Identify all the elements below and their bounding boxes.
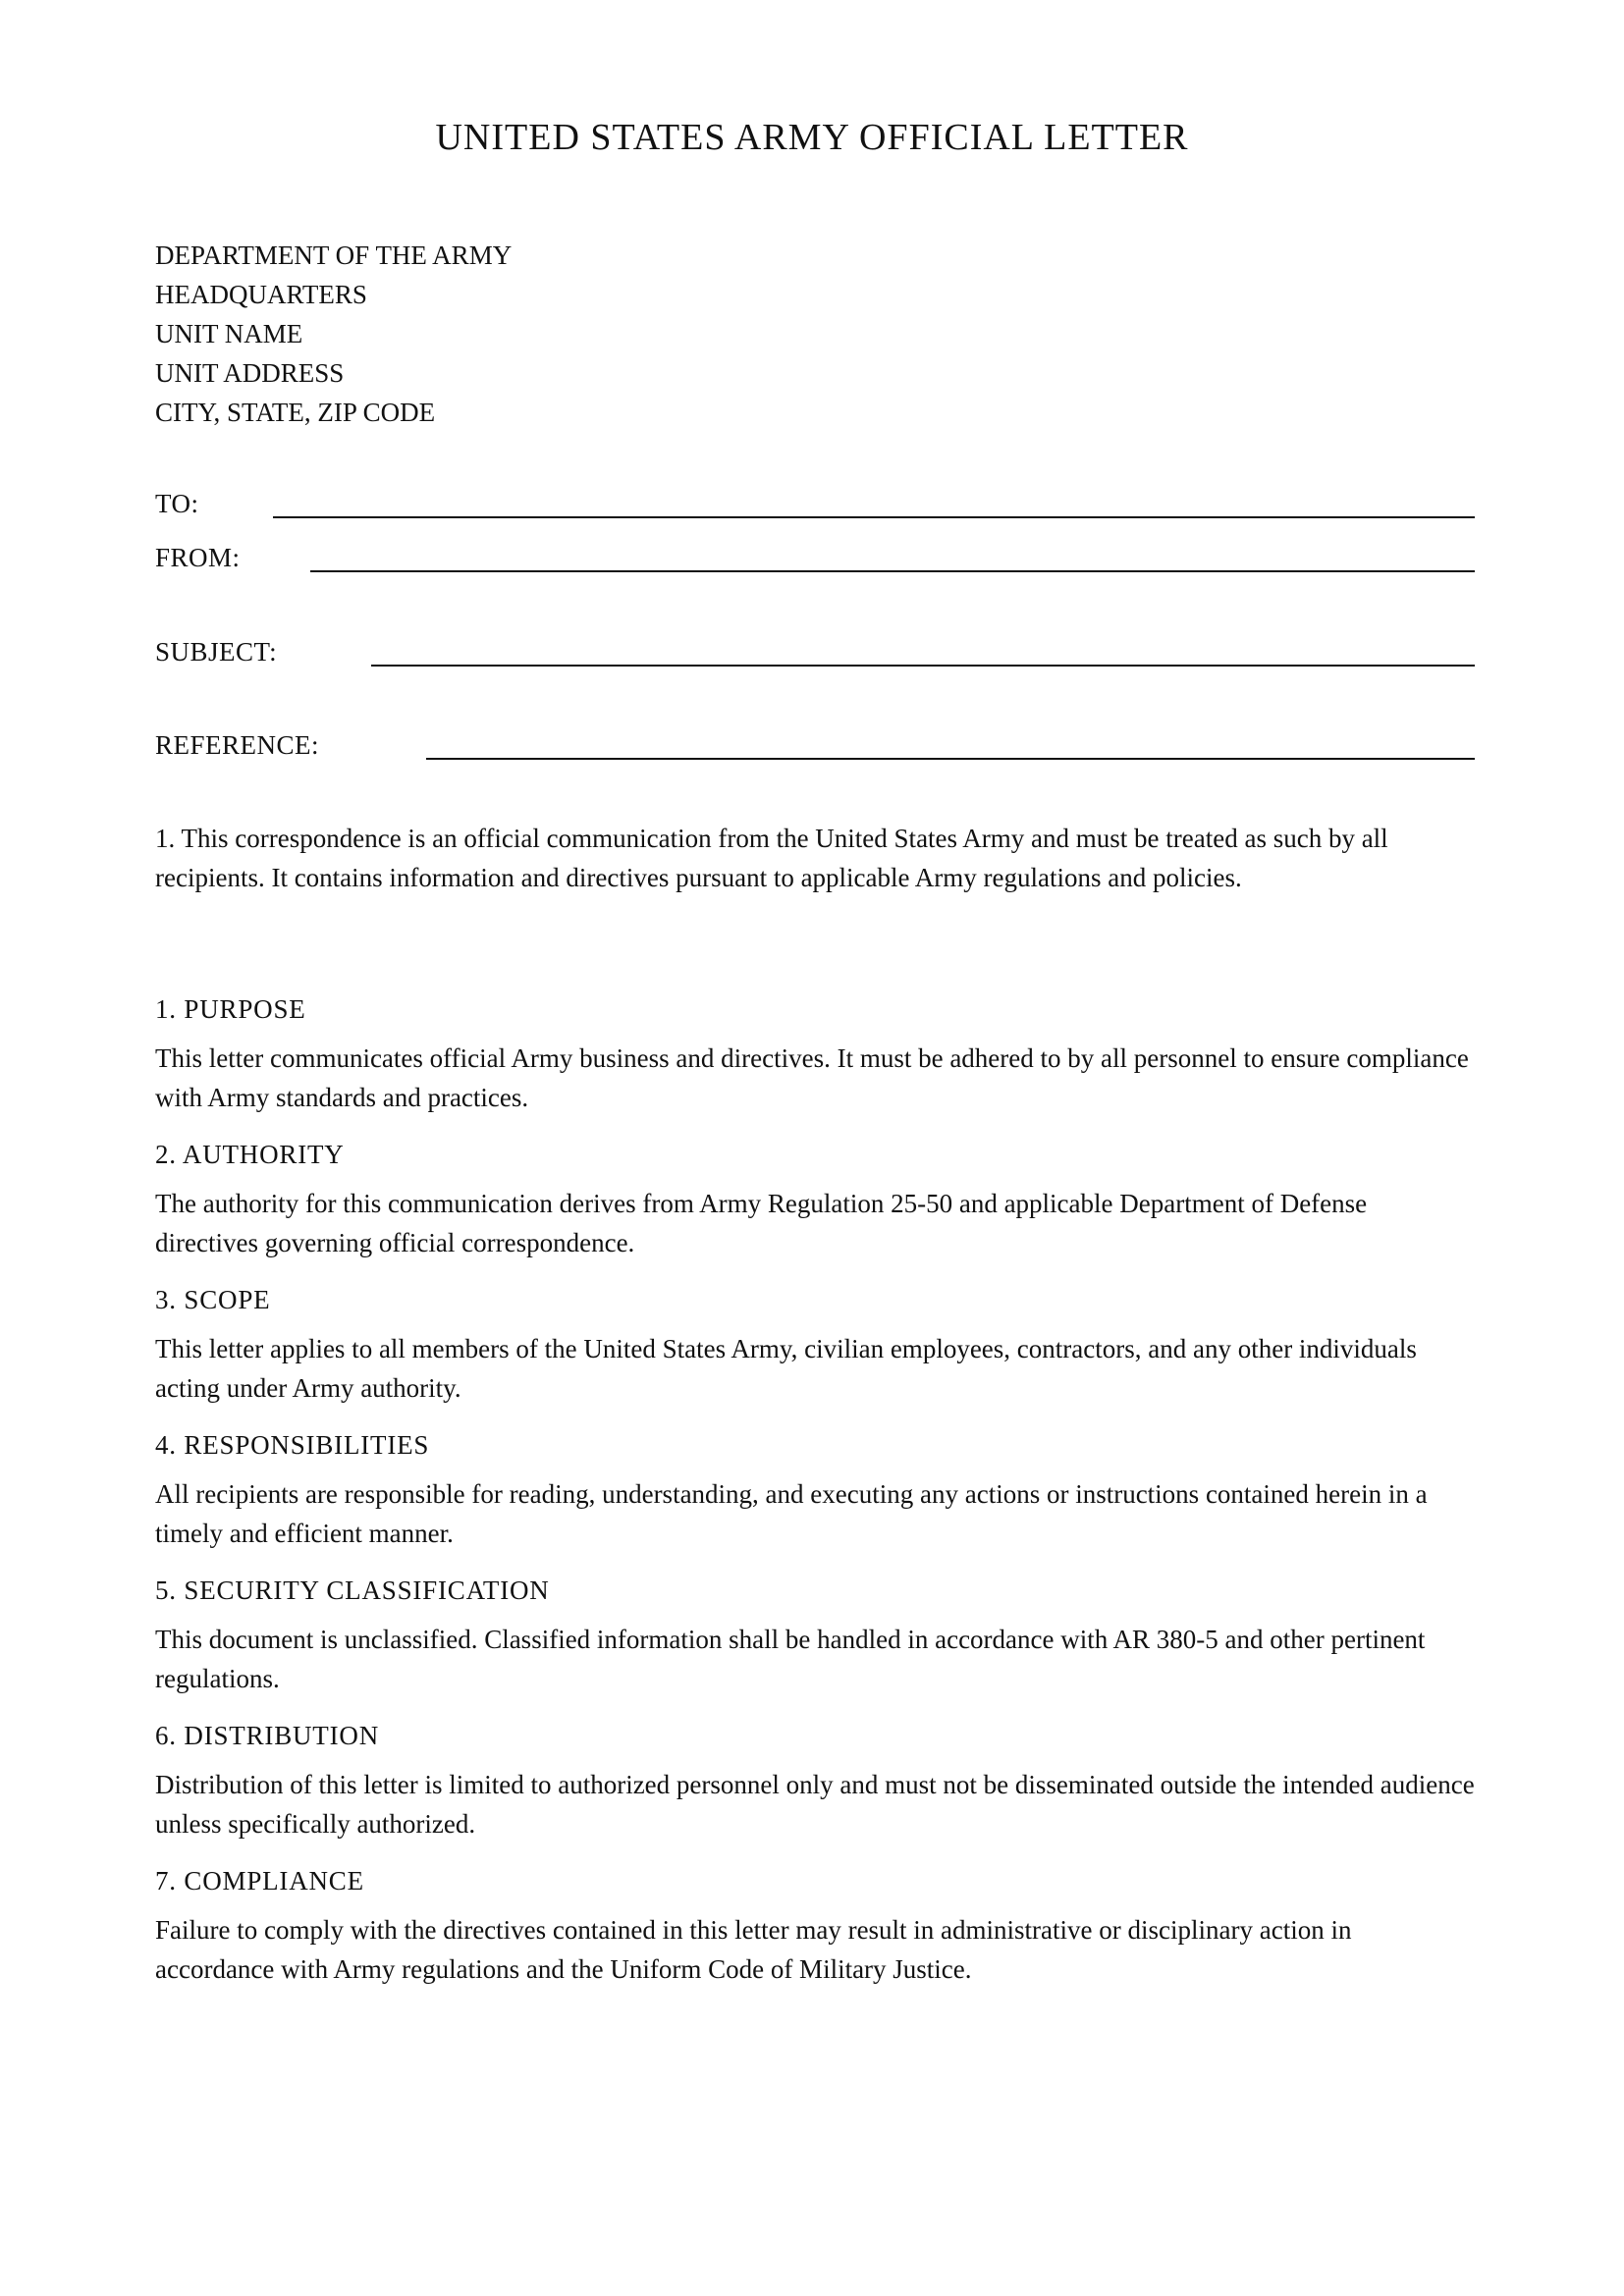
from-label: FROM:: [155, 543, 241, 572]
sender-address-block: [155, 236, 512, 432]
section-body: Distribution of this letter is limited to authorized personnel only and must not be disseminated outside the intended audience unless specifically authorized.: [155, 1770, 1475, 1839]
letter-sections: [155, 989, 1475, 2006]
address-line-unit-name: UNIT NAME: [155, 319, 303, 348]
to-blank-line[interactable]: [273, 516, 1475, 518]
address-line-unit-address: UNIT ADDRESS: [155, 358, 345, 388]
section-body: Failure to comply with the directives contained in this letter may result in administrative or disciplinary action in accordance with Army regulations and the Uniform Code of Military Justice.: [155, 1915, 1352, 1984]
section-heading: 1. PURPOSE: [155, 994, 306, 1024]
section-scope: [155, 1280, 1475, 1408]
letter-title: UNITED STATES ARMY OFFICIAL LETTER: [435, 117, 1189, 158]
subject-blank-line[interactable]: [371, 665, 1475, 667]
section-distribution: [155, 1716, 1475, 1843]
address-line-city-state-zip: CITY, STATE, ZIP CODE: [155, 398, 436, 427]
address-line-department: DEPARTMENT OF THE ARMY: [155, 240, 513, 270]
subject-field-row: [155, 635, 1475, 674]
reference-label: REFERENCE:: [155, 730, 320, 760]
reference-blank-line[interactable]: [426, 758, 1475, 760]
section-heading: 5. SECURITY CLASSIFICATION: [155, 1575, 550, 1605]
to-field-row: [155, 487, 1475, 526]
section-body: All recipients are responsible for reading, understanding, and executing any actions or instructions contained herein in a timely and efficient manner.: [155, 1479, 1428, 1548]
section-heading: 7. COMPLIANCE: [155, 1866, 364, 1896]
from-blank-line[interactable]: [310, 570, 1475, 572]
section-heading: 2. AUTHORITY: [155, 1140, 345, 1169]
subject-label: SUBJECT:: [155, 637, 278, 667]
section-body: This letter communicates official Army business and directives. It must be adhered to by all personnel to ensure compliance with Army standards and practices.: [155, 1043, 1469, 1112]
section-body: This document is unclassified. Classified information shall be handled in accordance with AR 380-5 and other pertinent regulations.: [155, 1625, 1426, 1693]
section-security-classification: [155, 1571, 1475, 1698]
section-heading: 4. RESPONSIBILITIES: [155, 1430, 430, 1460]
intro-paragraph: 1. This correspondence is an official communication from the United States Army and must be treated as such by all recipients. It contains information and directives pursuant to applicable Army regulations and policies.: [155, 824, 1388, 892]
section-purpose: [155, 989, 1475, 1117]
section-compliance: [155, 1861, 1475, 1989]
section-heading: 6. DISTRIBUTION: [155, 1721, 379, 1750]
reference-field-row: [155, 728, 1475, 768]
section-heading: 3. SCOPE: [155, 1285, 271, 1314]
address-line-headquarters: HEADQUARTERS: [155, 280, 367, 309]
section-authority: [155, 1135, 1475, 1262]
section-body: The authority for this communication derives from Army Regulation 25-50 and applicable Department of Defense directives governing official correspondence.: [155, 1189, 1368, 1257]
to-label: TO:: [155, 489, 199, 518]
section-responsibilities: [155, 1425, 1475, 1553]
from-field-row: [155, 541, 1475, 580]
section-body: This letter applies to all members of the United States Army, civilian employees, contractors, and any other individuals acting under Army authority.: [155, 1334, 1417, 1403]
